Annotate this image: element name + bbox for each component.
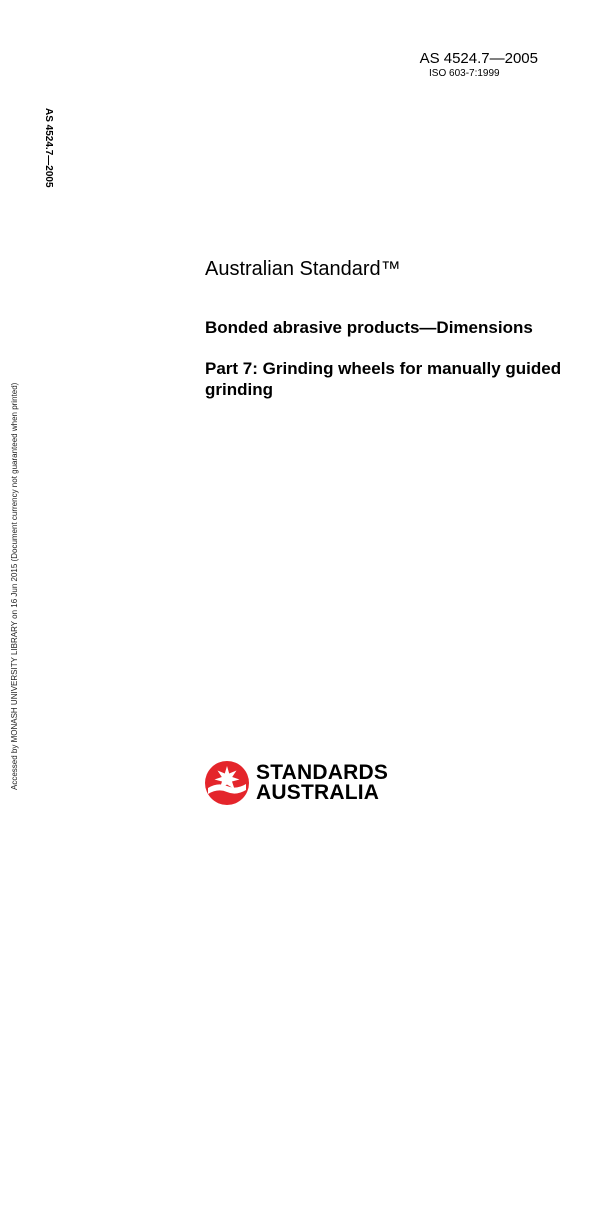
access-notice-container — [10, 382, 22, 1210]
logo-line-australia: AUSTRALIA — [256, 781, 380, 804]
standards-australia-logo — [204, 760, 389, 806]
document-title: Bonded abrasive products—Dimensions — [205, 318, 533, 337]
iso-number: ISO 603-7:1999 — [429, 68, 500, 79]
side-code-container — [44, 108, 56, 188]
standard-number: AS 4524.7—2005 — [419, 50, 538, 67]
logo-line-standards: STANDARDS — [256, 761, 389, 784]
side-standard-code: AS 4524.7—2005 — [43, 108, 54, 188]
standards-australia-star-icon — [204, 760, 250, 806]
brand-line: Australian Standard™ — [205, 258, 401, 280]
access-notice: Accessed by MONASH UNIVERSITY LIBRARY on 16 Jun 2015 (Document currency not guaranteed when printed) — [10, 382, 19, 790]
logo-wordmark — [256, 763, 388, 803]
part-title: Part 7: Grinding wheels for manually guided grinding — [205, 359, 562, 399]
